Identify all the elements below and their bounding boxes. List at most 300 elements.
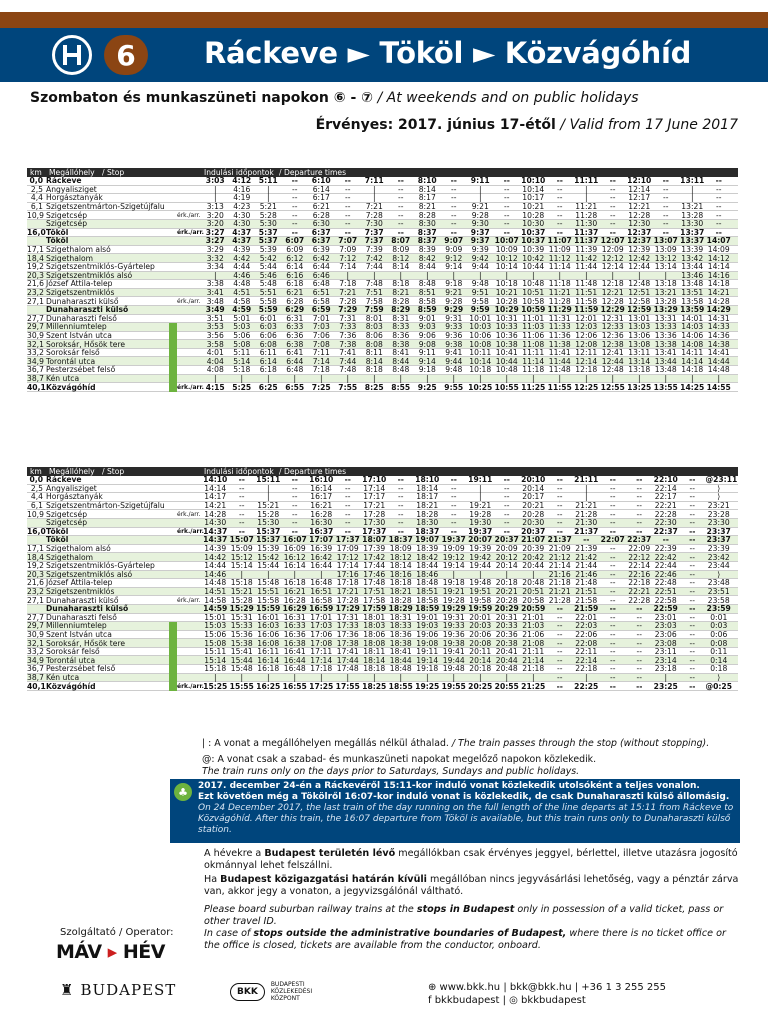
- table-row: 27,1 Dunaharaszti külső érk./arr. 14:58 15:28 15:58 16:28 16:58 17:28 17:58 18:28 18:58 19:28 19:58 20:28 20:58 21:28 21:58 -- 22:28 22:58 -- 23:58: [27, 596, 738, 605]
- time-cell: 6:51: [312, 288, 330, 298]
- time-cell: 7:21: [365, 202, 383, 212]
- time-cell: --: [292, 492, 298, 502]
- time-cell: 12:01: [575, 313, 598, 323]
- row-km: 6,1: [30, 501, 43, 511]
- time-cell: --: [636, 647, 642, 657]
- time-cell: --: [239, 518, 245, 528]
- time-cell: 10:17: [522, 193, 545, 203]
- time-cell: --: [610, 219, 616, 229]
- time-cell: 14:33: [707, 322, 730, 332]
- row-stop: Torontál utca: [46, 655, 96, 665]
- time-cell: --: [663, 219, 669, 229]
- time-cell: 19:11: [416, 647, 439, 657]
- time-cell: 13:44: [654, 356, 677, 366]
- time-cell: 17:21: [336, 587, 359, 597]
- time-cell: 10:37: [521, 227, 546, 237]
- time-cell: --: [345, 219, 351, 229]
- time-cell: |: [240, 373, 244, 383]
- time-cell: 15:03: [204, 621, 227, 631]
- time-cell: |: [319, 373, 323, 383]
- time-cell: |: [505, 270, 509, 280]
- time-cell: 12:30: [628, 219, 651, 229]
- time-cell: --: [503, 176, 510, 186]
- time-cell: 10:21: [522, 202, 545, 212]
- time-cell: 10:39: [522, 245, 545, 255]
- time-cell: --: [239, 492, 245, 502]
- time-cell: 15:55: [229, 681, 254, 691]
- footer-contact: [428, 981, 666, 1007]
- time-cell: |: [266, 184, 270, 194]
- time-cell: |: [240, 569, 244, 579]
- time-cell: --: [398, 509, 404, 519]
- time-cell: @23:11: [705, 475, 738, 485]
- time-cell: 18:18: [363, 664, 386, 674]
- valid-hu: Érvényes: 2017. június 17-étől: [315, 117, 556, 133]
- time-cell: --: [689, 672, 695, 682]
- time-cell: --: [503, 526, 510, 536]
- time-cell: 19:25: [415, 681, 440, 691]
- time-cell: 17:55: [335, 681, 360, 691]
- time-cell: 17:14: [310, 655, 333, 665]
- time-cell: 16:18: [257, 664, 280, 674]
- time-cell: 18:44: [416, 561, 439, 571]
- row-km: 34,9: [27, 655, 44, 665]
- row-stop: Soroksár felső: [46, 348, 100, 358]
- time-cell: 21:16: [548, 569, 571, 579]
- time-cell: 16:58: [310, 595, 333, 605]
- time-cell: 22:25: [574, 681, 599, 691]
- time-cell: 18:30: [416, 518, 439, 528]
- time-cell: 15:42: [257, 552, 280, 562]
- legend: [202, 738, 742, 778]
- time-cell: 15:12: [230, 552, 253, 562]
- time-cell: 19:14: [442, 561, 465, 571]
- time-cell: 13:41: [654, 348, 677, 358]
- time-cell: 15:11: [204, 647, 227, 657]
- time-cell: --: [662, 227, 669, 237]
- budapest-zone-marker: [169, 622, 177, 691]
- time-cell: 18:41: [389, 647, 412, 657]
- time-cell: 14:28: [707, 296, 730, 306]
- time-cell: 3:48: [206, 296, 224, 306]
- time-cell: 17:37: [335, 535, 360, 545]
- time-cell: 9:39: [471, 245, 489, 255]
- time-cell: --: [689, 664, 695, 674]
- time-cell: |: [637, 373, 641, 383]
- time-cell: --: [398, 518, 404, 528]
- table-row: 10,9 Szigetcsép érk./arr. 3:20 4:30 5:28 -- 6:28 -- 7:28 -- 8:28 -- 9:28 -- 10:28 -- 11:28 -- 12:28 -- 13:28 --: [27, 211, 738, 220]
- time-cell: 11:08: [522, 339, 545, 349]
- time-cell: 12:03: [575, 322, 598, 332]
- time-cell: 21:12: [548, 552, 571, 562]
- row-km: 23,2: [27, 587, 44, 597]
- row-stop: Szent István utca: [46, 629, 112, 639]
- row-km: 38,7: [27, 672, 44, 682]
- time-cell: 18:36: [389, 629, 412, 639]
- time-cell: 12:06: [575, 330, 598, 340]
- time-cell: 19:18: [416, 664, 439, 674]
- contact-web[interactable]: ⊕ www.bkk.hu | bkk@bkk.hu | +36 1 3 255 255: [428, 982, 667, 993]
- time-cell: 4:42: [233, 253, 251, 263]
- time-cell: |: [478, 483, 482, 493]
- time-cell: 7:31: [339, 313, 357, 323]
- christmas-note: [170, 779, 740, 843]
- time-cell: 19:06: [416, 629, 439, 639]
- time-cell: --: [557, 672, 563, 682]
- time-cell: 8:01: [365, 313, 383, 323]
- time-cell: 13:48: [654, 365, 677, 375]
- note-line3: On 24 December 2017, the last train of the day running on the full length of the line departs at 15:11 from Ráckeve to Közvágóhíd. After this train, the 16:07 departure from Tököl is available, but this train runs only to Dunaharaszti külső station.: [198, 803, 734, 835]
- time-cell: --: [689, 647, 695, 657]
- time-cell: 21:21: [548, 587, 571, 597]
- row-km: 20,3: [27, 270, 44, 280]
- time-cell: 8:31: [392, 313, 410, 323]
- row-km: 20,3: [27, 569, 44, 579]
- time-cell: 10:01: [469, 313, 492, 323]
- time-cell: 9:38: [445, 339, 463, 349]
- time-cell: |: [584, 672, 588, 682]
- time-cell: |: [399, 672, 403, 682]
- time-cell: 6:59: [311, 305, 331, 315]
- time-cell: --: [610, 647, 616, 657]
- time-cell: --: [239, 483, 245, 493]
- time-cell: 0:01: [710, 612, 728, 622]
- time-cell: 7:29: [338, 305, 358, 315]
- time-cell: --: [689, 544, 695, 554]
- time-cell: 0:18: [710, 664, 728, 674]
- time-cell: --: [689, 621, 695, 631]
- time-cell: 19:42: [469, 552, 492, 562]
- time-cell: --: [291, 227, 298, 237]
- time-cell: 6:29: [285, 305, 305, 315]
- time-cell: 6:38: [286, 339, 304, 349]
- row-km: 0,0: [29, 475, 43, 485]
- time-cell: 12:21: [601, 288, 624, 298]
- time-cell: 16:59: [309, 604, 334, 614]
- time-cell: --: [504, 193, 510, 203]
- days-en: / At weekends and on public holidays: [377, 90, 639, 106]
- time-cell: 8:09: [392, 245, 410, 255]
- time-cell: 23:01: [654, 612, 677, 622]
- time-cell: 16:44: [283, 655, 306, 665]
- time-cell: |: [240, 672, 244, 682]
- time-cell: 14:42: [204, 552, 227, 562]
- time-cell: 21:48: [575, 578, 598, 588]
- row-stop: Közvágóhíd: [46, 382, 96, 392]
- time-cell: |: [319, 672, 323, 682]
- time-cell: |: [213, 193, 217, 203]
- time-cell: 20:28: [495, 595, 518, 605]
- time-cell: 18:17: [416, 492, 439, 502]
- time-cell: 12:21: [628, 202, 651, 212]
- time-cell: 11:33: [548, 322, 571, 332]
- time-cell: 21:51: [575, 587, 598, 597]
- time-cell: --: [556, 176, 563, 186]
- row-stop: Szigethalom alsó: [46, 544, 111, 554]
- time-cell: 10:14: [469, 356, 492, 366]
- time-cell: 17:28: [336, 595, 359, 605]
- time-cell: 8:42: [418, 253, 436, 263]
- time-cell: 14:46: [204, 569, 227, 579]
- time-cell: 22:42: [654, 552, 677, 562]
- time-cell: 17:10: [362, 475, 387, 485]
- time-cell: 15:59: [256, 604, 281, 614]
- time-cell: --: [398, 210, 404, 220]
- time-cell: 21:46: [575, 569, 598, 579]
- time-cell: 5:28: [259, 210, 277, 220]
- header-km: km: [30, 467, 42, 476]
- time-cell: 22:21: [628, 587, 651, 597]
- time-cell: 23:48: [707, 578, 730, 588]
- time-cell: --: [610, 664, 616, 674]
- header-stop_en: / Stop: [102, 467, 125, 476]
- time-cell: |: [346, 270, 350, 280]
- time-cell: 15:44: [257, 561, 280, 571]
- time-cell: --: [451, 219, 457, 229]
- row-km: 16,0: [27, 227, 46, 237]
- time-cell: --: [583, 535, 590, 545]
- time-cell: 13:03: [628, 322, 651, 332]
- header-stop: Megállóhely: [49, 168, 95, 177]
- budapest-logo: ♜ BUDAPEST: [60, 981, 177, 999]
- time-cell: 16:28: [283, 595, 306, 605]
- time-cell: 6:01: [259, 313, 277, 323]
- row-km: 33,2: [27, 647, 44, 657]
- time-cell: 13:12: [654, 253, 677, 263]
- time-cell: |: [717, 373, 721, 383]
- time-cell: 20:29: [494, 604, 519, 614]
- time-cell: |: [266, 193, 270, 203]
- time-cell: 17:12: [336, 552, 359, 562]
- time-cell: 6:39: [312, 245, 330, 255]
- time-cell: 14:31: [707, 313, 730, 323]
- time-cell: 8:55: [391, 382, 411, 392]
- time-cell: 21:28: [548, 595, 571, 605]
- time-cell: --: [345, 492, 351, 502]
- time-cell: 18:09: [389, 544, 412, 554]
- time-cell: 5:30: [259, 219, 277, 229]
- row-stop: Szigethalom alsó: [46, 245, 111, 255]
- row-stop: Ráckeve: [46, 176, 82, 186]
- time-cell: 11:37: [574, 227, 599, 237]
- time-cell: 10:37: [521, 236, 546, 246]
- time-cell: |: [531, 270, 535, 280]
- time-cell: 15:18: [204, 664, 227, 674]
- time-cell: 22:11: [575, 647, 598, 657]
- time-cell: |: [425, 672, 429, 682]
- time-cell: 20:14: [469, 655, 492, 665]
- time-cell: 14:07: [706, 236, 731, 246]
- time-cell: --: [239, 509, 245, 519]
- time-cell: 4:23: [233, 202, 251, 212]
- time-cell: 0:11: [710, 647, 728, 657]
- time-cell: --: [345, 501, 351, 511]
- row-stop: Szigetszentmiklós alsó: [46, 569, 133, 579]
- time-cell: 22:59: [653, 604, 678, 614]
- time-cell: 17:07: [309, 535, 334, 545]
- time-cell: 13:11: [680, 176, 705, 186]
- time-cell: 18:06: [363, 629, 386, 639]
- time-cell: 17:01: [310, 612, 333, 622]
- time-cell: 21:37: [574, 526, 599, 536]
- row-times: [202, 682, 732, 691]
- time-cell: 13:21: [681, 202, 704, 212]
- time-cell: 6:21: [286, 288, 304, 298]
- time-cell: --: [504, 501, 510, 511]
- time-cell: 7:37: [364, 227, 384, 237]
- time-cell: 17:16: [336, 569, 359, 579]
- time-cell: 15:11: [256, 475, 281, 485]
- time-cell: 9:48: [445, 365, 463, 375]
- time-cell: 11:18: [548, 279, 571, 289]
- time-cell: 20:07: [468, 535, 493, 545]
- time-cell: 20:58: [522, 595, 545, 605]
- time-cell: 17:41: [336, 647, 359, 657]
- time-cell: 19:38: [442, 638, 465, 648]
- time-cell: 6:28: [312, 210, 330, 220]
- time-cell: 10:28: [522, 210, 545, 220]
- header-stop: Megállóhely: [49, 467, 95, 476]
- row-km: 36,7: [27, 365, 44, 375]
- row-km: 17,1: [27, 544, 44, 554]
- time-cell: 12:44: [601, 356, 624, 366]
- time-cell: 10:08: [469, 339, 492, 349]
- time-cell: 15:28: [257, 509, 280, 519]
- time-cell: --: [292, 518, 298, 528]
- time-cell: 12:48: [628, 279, 651, 289]
- mav-hev-logo: MÁV ▸ HÉV: [56, 941, 165, 963]
- time-cell: 11:59: [574, 305, 599, 315]
- time-cell: 20:14: [495, 561, 518, 571]
- time-cell: 5:11: [233, 348, 251, 358]
- time-cell: 8:51: [418, 288, 436, 298]
- time-cell: 14:36: [707, 330, 730, 340]
- time-cell: --: [345, 518, 351, 528]
- time-cell: --: [451, 202, 457, 212]
- time-cell: 8:28: [418, 210, 436, 220]
- row-stop: Szent István utca: [46, 330, 112, 340]
- time-cell: 22:46: [654, 569, 677, 579]
- time-cell: 18:33: [389, 621, 412, 631]
- time-cell: 8:37: [417, 227, 437, 237]
- time-cell: 15:28: [230, 595, 253, 605]
- time-cell: 14:37: [203, 535, 228, 545]
- time-cell: --: [716, 193, 722, 203]
- time-cell: 18:38: [389, 638, 412, 648]
- time-cell: 15:37: [256, 535, 281, 545]
- time-cell: 18:39: [416, 544, 439, 554]
- time-cell: 19:03: [416, 621, 439, 631]
- time-cell: 18:46: [416, 569, 439, 579]
- row-stop: József Attila-telep: [46, 279, 113, 289]
- time-cell: 17:59: [362, 604, 387, 614]
- time-cell: 6:07: [285, 236, 305, 246]
- time-cell: 14:37: [203, 526, 228, 536]
- time-cell: --: [557, 664, 563, 674]
- time-cell: 22:58: [654, 595, 677, 605]
- time-cell: 16:08: [257, 638, 280, 648]
- time-cell: |: [372, 672, 376, 682]
- time-cell: --: [292, 193, 298, 203]
- time-cell: 13:33: [654, 322, 677, 332]
- time-cell: 10:03: [469, 322, 492, 332]
- time-cell: 13:18: [628, 365, 651, 375]
- time-cell: --: [557, 184, 563, 194]
- time-cell: --: [716, 202, 722, 212]
- time-cell: 14:38: [707, 339, 730, 349]
- time-cell: 5:14: [233, 356, 251, 366]
- contact-social[interactable]: f bkkbudapest | ◎ bkkbudapest: [428, 995, 586, 1006]
- time-cell: 11:48: [575, 279, 598, 289]
- time-cell: --: [610, 509, 616, 519]
- time-cell: 15:21: [230, 587, 253, 597]
- table-row: 40,1 Közvágóhíd érk./arr. 4:15 5:25 6:25 6:55 7:25 7:55 8:25 8:55 9:25 9:55 10:25 10:55 11:25 11:55 12:25 12:55 13:25 13:55 14:25 14:55: [27, 383, 738, 392]
- time-cell: 19:28: [469, 509, 492, 519]
- time-cell: 15:25: [203, 681, 228, 691]
- time-cell: --: [610, 483, 616, 493]
- time-cell: 10:29: [494, 305, 519, 315]
- row-km: 27,7: [27, 313, 44, 323]
- row-stop: Horgásztanyák: [46, 492, 103, 502]
- row-km: 4,4: [30, 193, 43, 203]
- time-cell: --: [662, 176, 669, 186]
- time-cell: --: [504, 210, 510, 220]
- time-cell: 0:08: [710, 638, 728, 648]
- time-cell: 5:59: [258, 305, 278, 315]
- time-cell: 16:18: [283, 578, 306, 588]
- time-cell: |: [478, 492, 482, 502]
- row-km: 16,0: [27, 526, 46, 536]
- time-cell: --: [689, 629, 695, 639]
- time-cell: 10:28: [495, 296, 518, 306]
- legend-pipe: | : A vonat a megállóhelyen megállás nélkül áthalad. / The train passes through the stop (without stopping).: [202, 738, 710, 749]
- time-cell: --: [503, 227, 510, 237]
- row-stop: Ráckeve: [46, 475, 82, 485]
- time-cell: 11:18: [522, 365, 545, 375]
- time-cell: 8:11: [365, 348, 383, 358]
- time-cell: --: [689, 681, 696, 691]
- row-stop: Dunaharaszti felső: [46, 313, 117, 323]
- row-stop: Dunaharaszti külső: [46, 305, 129, 315]
- time-cell: 20:37: [494, 535, 519, 545]
- time-cell: 13:09: [654, 245, 677, 255]
- time-cell: 12:37: [627, 227, 652, 237]
- time-cell: 20:08: [469, 638, 492, 648]
- time-cell: 14:51: [204, 587, 227, 597]
- time-cell: 8:48: [392, 365, 410, 375]
- time-cell: --: [636, 629, 642, 639]
- time-cell: 21:18: [522, 664, 545, 674]
- time-cell: --: [450, 227, 457, 237]
- time-cell: |: [690, 193, 694, 203]
- time-cell: 3:32: [206, 253, 224, 263]
- time-cell: 14:44: [707, 356, 730, 366]
- time-cell: 7:25: [311, 382, 331, 392]
- time-cell: |: [558, 373, 562, 383]
- time-cell: 21:14: [548, 561, 571, 571]
- time-cell: 21:21: [575, 501, 598, 511]
- time-cell: 3:53: [206, 322, 224, 332]
- time-cell: 17:30: [363, 518, 386, 528]
- time-cell: --: [610, 518, 616, 528]
- time-cell: 21:58: [575, 595, 598, 605]
- time-cell: 11:38: [548, 339, 571, 349]
- time-cell: 16:10: [309, 475, 334, 485]
- time-cell: --: [663, 210, 669, 220]
- time-cell: |: [452, 270, 456, 280]
- time-cell: |: [584, 373, 588, 383]
- time-cell: 3:38: [206, 279, 224, 289]
